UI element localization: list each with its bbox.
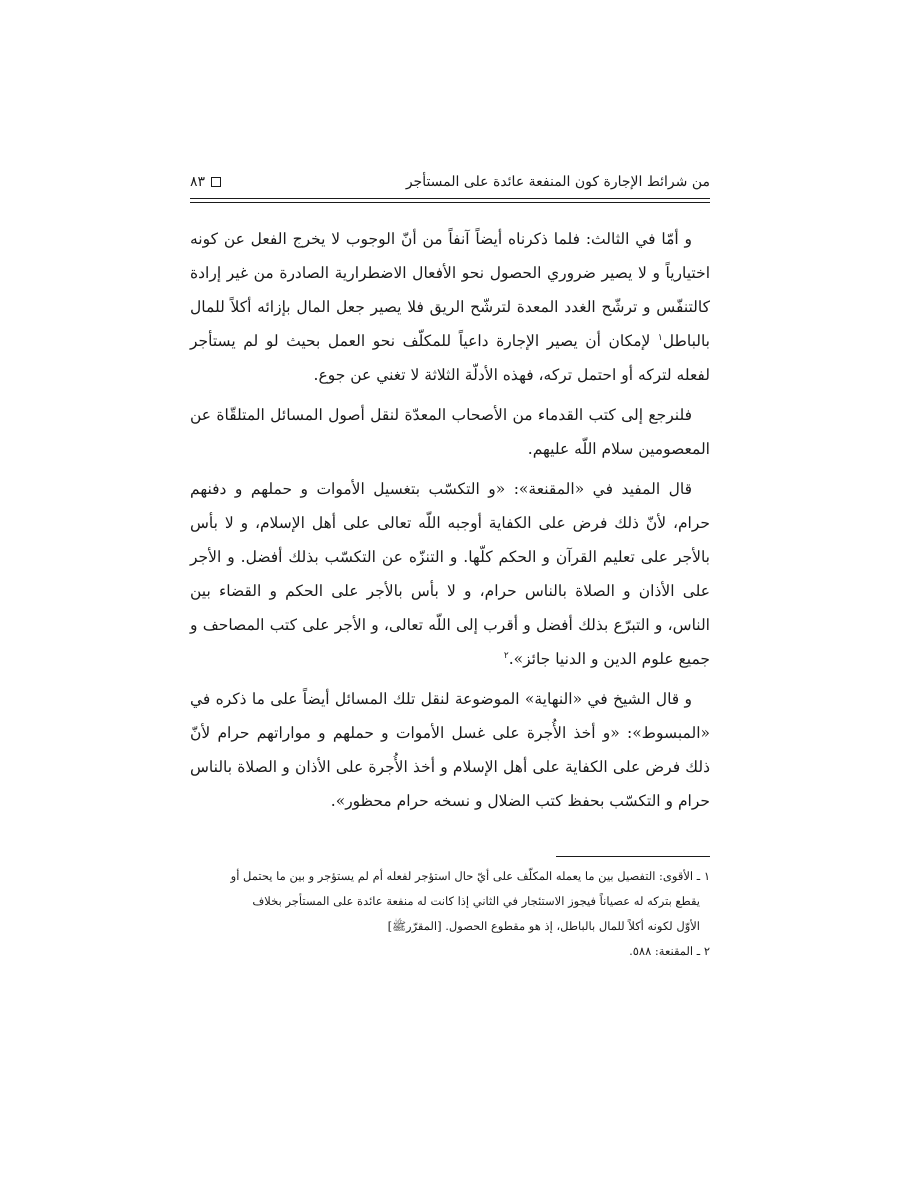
paragraph-3-text: قال المفيد في «المقنعة»: «و التكسّب بتغسيل الأموات و حملهم و دفنهم حرام، لأنّ ذلك فرض على الكفاية أوجبه اللّه تعالى على أهل الإسلام، و لا بأس بالأجر على تعليم القرآن و الحكم كلّها. و التنزّه عن التكسّب بذلك أفضل. و الأجر على الأذان و الصلاة بالناس حرام، و لا بأس بالأجر على الحكم و القضاء بين الناس، و التبرّع بذلك أفضل و أقرب إلى اللّه تعالى، و الأجر على كتب المصاحف و جميع علوم الدين و الدنيا جائز». <box>190 480 710 668</box>
running-header <box>190 172 710 196</box>
header-rule <box>190 198 710 199</box>
paragraph-1-tail: لإمكان أن يصير الإجارة داعياً للمكلّف نحو العمل بحيث لو لم يستأجر لفعله لتركه أو احتمل تركه، فهذه الأدلّة الثلاثة لا تغني عن جوع. <box>190 332 710 384</box>
page-number-block <box>190 174 221 190</box>
footnote-1-line-1: ١ ـ الأقوى: التفصيل بين ما يعمله المكلّف على أيّ حال استؤجر لفعله أم لم يستؤجر و بين ما يحتمل أو <box>230 869 710 883</box>
square-box-icon <box>211 177 221 187</box>
footnote-rule <box>556 856 710 857</box>
footnote-1-line-2: يقطع بتركه له عصياناً فيجوز الاستئجار في الثاني إذا كانت له منفعة عائدة على المستأجر بخلاف <box>252 894 700 908</box>
main-text <box>190 222 710 824</box>
paragraph-4: و قال الشيخ في «النهاية» الموضوعة لنقل تلك المسائل أيضاً على ما ذكره في «المبسوط»: «و أخذ الأُجرة على غسل الأموات و حملهم و مواراتهم حرام لأنّ ذلك فرض على الكفاية على أهل الإسلام و أخذ الأُجرة على الأذان و الصلاة بالناس حرام و التكسّب بحفظ كتب الضلال و نسخه حرام محظور». <box>190 690 710 810</box>
page-number: ٨٣ <box>190 174 206 190</box>
header-title: من شرائط الإجارة كون المنفعة عائدة على المستأجر <box>405 174 710 190</box>
paragraph-1 <box>190 222 710 392</box>
paragraph-1-text: و أمّا في الثالث: فلما ذكرناه أيضاً آنفاً من أنّ الوجوب لا يخرج الفعل عن كونه اختيارياً و لا يصير ضروري الحصول نحو الأفعال الاضطرارية الصادرة من غير إرادة كالتنفّس و ترشّح الغدد المعدة لترشّح الريق فلا يصير جعل المال بإزائه أكلاً للمال بالباطل <box>190 230 710 350</box>
paragraph-2: فلنرجع إلى كتب القدماء من الأصحاب المعدّة لنقل أصول المسائل المتلقّاة عن المعصومين سلام اللّه عليهم. <box>190 406 710 458</box>
footnote-2: ٢ ـ المقنعة: ٥٨٨. <box>629 944 710 958</box>
footnote-ref-1: ١ <box>657 332 663 343</box>
footnote-ref-2: ٢ <box>503 650 509 661</box>
footnote-1-line-3: الأوّل لكونه أكلاً للمال بالباطل، إذ هو مقطوع الحصول. [المقرّرﷺ] <box>387 919 700 933</box>
paragraph-3 <box>190 472 710 676</box>
footnotes <box>190 864 710 964</box>
header-rule-thin <box>190 202 710 203</box>
